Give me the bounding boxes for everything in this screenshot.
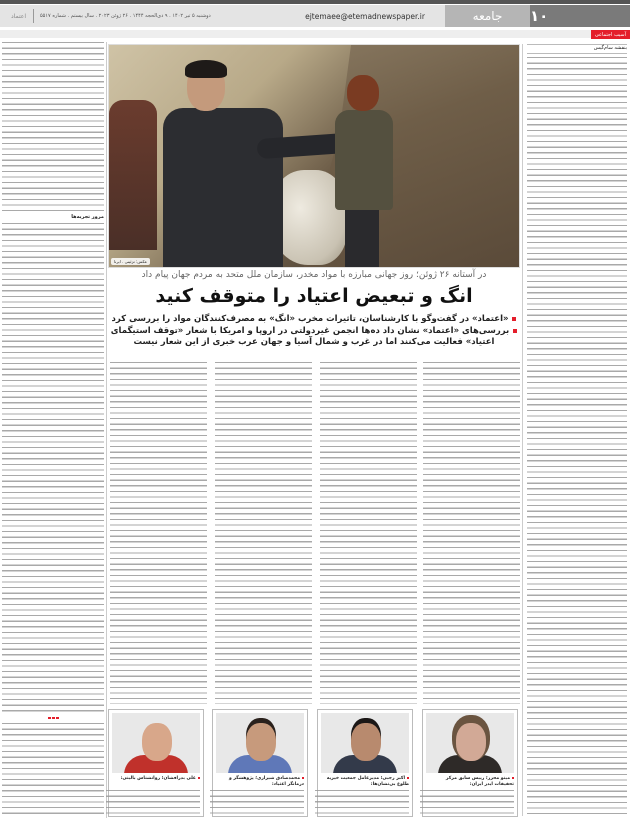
page-header bbox=[0, 5, 630, 27]
column-divider bbox=[106, 42, 107, 818]
expert-card bbox=[108, 709, 204, 817]
expert-photo bbox=[112, 713, 200, 773]
expert-quote bbox=[420, 790, 514, 816]
body-text bbox=[2, 723, 104, 818]
category-tag: آسیب اجتماعی bbox=[591, 30, 630, 39]
expert-quote bbox=[315, 790, 409, 816]
body-column-3 bbox=[215, 362, 312, 704]
section-title: جامعه bbox=[445, 5, 530, 27]
author-byline: بنفشه سام‌گیس bbox=[527, 44, 627, 54]
body-text bbox=[527, 57, 627, 816]
lead-item: «اعتماد» در گفت‌وگو با کارشناسان، تاثیرات مخرب «انگ» به مصرف‌کنندگان مواد را بررسی کرد bbox=[108, 314, 520, 325]
body-column-1 bbox=[423, 362, 520, 704]
expert-name: مینو محرز؛ رییس سابق مرکز تحقیقات ایدز ایران: bbox=[445, 776, 514, 787]
top-rule bbox=[0, 0, 630, 4]
expert-name: علی بدرافشان؛ روانشناس بالینی: bbox=[112, 776, 200, 782]
section-separator bbox=[2, 717, 104, 719]
section-subhead: مرور تجربه‌ها bbox=[71, 214, 104, 220]
body-column-4 bbox=[110, 362, 207, 704]
photo-young-man bbox=[331, 75, 396, 268]
expert-photo bbox=[216, 713, 304, 773]
bullet-icon bbox=[512, 317, 516, 321]
expert-name: محمدصادق شیرازی؛ پژوهشگر و درمانگر اعتیاد: bbox=[228, 776, 304, 787]
column-divider bbox=[522, 44, 523, 816]
photo-bystander bbox=[109, 100, 157, 250]
issue-date-line: دوشنبه ۵ تیر ۱۴۰۲ . ۹ ذی‌الحجه ۱۴۴۴ . ۲۶ ژوئن ۲۰۲۳ . سال بیستم . شماره ۵۵۱۷ bbox=[40, 13, 211, 19]
expert-card bbox=[212, 709, 308, 817]
expert-card bbox=[317, 709, 413, 817]
photo-caption: عکس: تزئینی . ایرنا bbox=[111, 258, 150, 265]
expert-quote bbox=[210, 790, 304, 816]
expert-photo bbox=[426, 713, 514, 773]
expert-cards bbox=[108, 709, 520, 817]
sub-header-bar bbox=[0, 30, 630, 38]
expert-card bbox=[422, 709, 518, 817]
expert-photo bbox=[321, 713, 409, 773]
body-text bbox=[2, 42, 104, 212]
right-column bbox=[527, 44, 627, 816]
newspaper-logo: اعتماد bbox=[4, 9, 34, 23]
expert-quote bbox=[106, 790, 200, 816]
lead-item: بررسی‌های «اعتماد» نشان داد ده‌ها انجمن غیردولتی در اروپا و امریکا با شعار «توقف استیگمای اعتیاد» فعالیت می‌کنند اما در غرب و شمال آسیا و جهان عرب خبری از این شعار نیست bbox=[108, 326, 520, 348]
photo-police-officer bbox=[157, 63, 297, 268]
body-text bbox=[2, 223, 104, 713]
body-column-2 bbox=[320, 362, 417, 704]
article-kicker: در آستانه ۲۶ ژوئن؛ روز جهانی مبارزه با مواد مخدر، سازمان ملل متحد به مردم جهان پیام داد bbox=[141, 270, 487, 280]
expert-name: اکبر رجبی؛ مدیرعامل جمعیت خیریه طلوع بی‌نشان‌ها: bbox=[326, 776, 409, 787]
left-column bbox=[2, 42, 104, 818]
article-lead bbox=[108, 314, 520, 349]
article-headline: انگ و تبعیض اعتیاد را متوقف کنید bbox=[155, 285, 473, 307]
section-email-link[interactable]: ejtemaee@etemadnewspaper.ir bbox=[305, 11, 425, 21]
page-number: ۱۰ bbox=[530, 5, 630, 27]
bullet-icon bbox=[513, 329, 517, 333]
lead-photo bbox=[108, 44, 520, 268]
